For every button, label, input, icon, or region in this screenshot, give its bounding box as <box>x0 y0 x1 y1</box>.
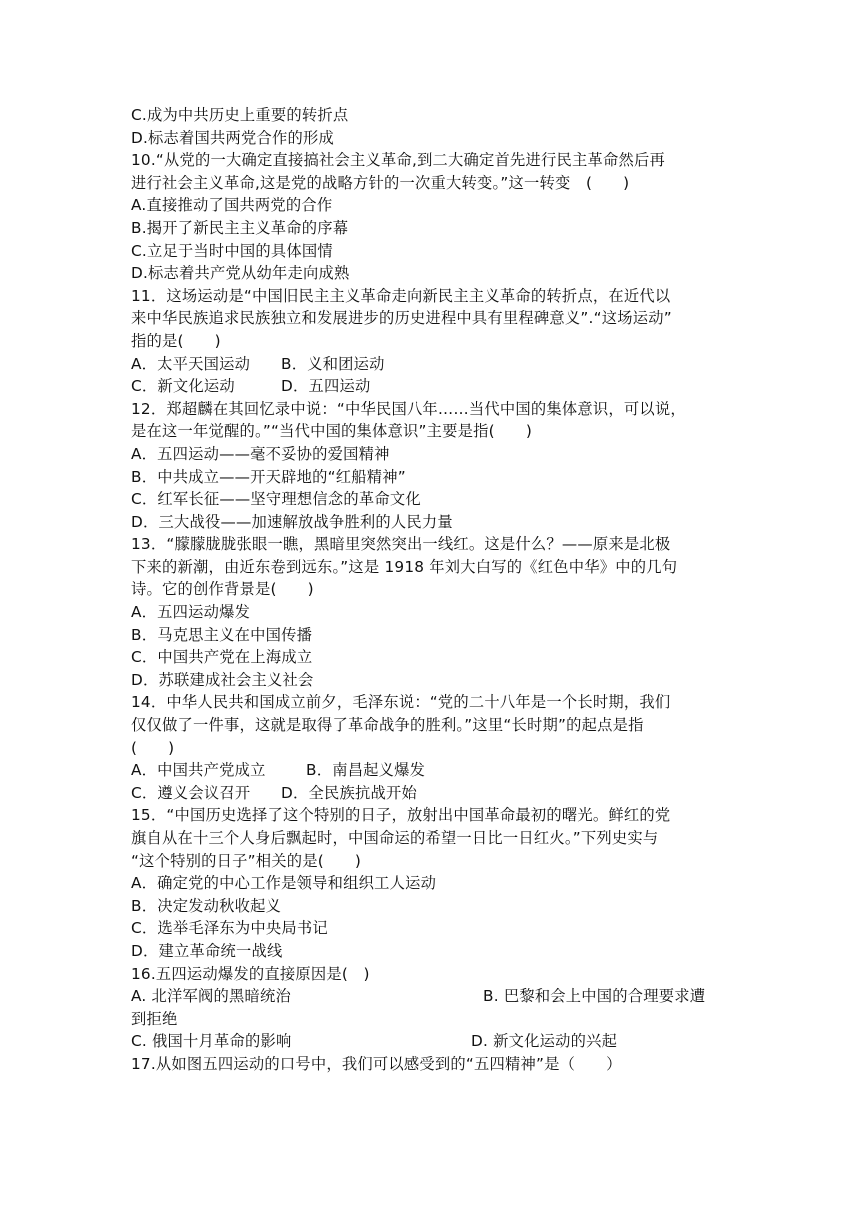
q16-stem-line1: 16.五四运动爆发的直接原因是( ) <box>131 964 370 983</box>
q15-stem-line1: 15．“中国历史选择了这个特别的日子，放射出中国革命最初的曙光。鲜红的党 <box>131 806 671 825</box>
q16-option-b: B. 巴黎和会上中国的合理要求遭 <box>483 987 706 1006</box>
q11-stem-line3: 指的是( ) <box>131 331 221 350</box>
q15-stem-line2: 旗自从在十三个人身后飘起时，中国命运的希望一日比一日红火。”下列史实与 <box>131 829 659 847</box>
q12-option-c: C．红军长征——坚守理想信念的革命文化 <box>131 490 421 509</box>
q14-option-a: A．中国共产党成立 <box>131 761 266 780</box>
q16-options-row1 <box>131 985 736 1008</box>
q15-option-c: C．选举毛泽东为中央局书记 <box>131 919 328 938</box>
q12-option-d: D．三大战役——加速解放战争胜利的人民力量 <box>131 512 453 531</box>
q16-option-c: C. 俄国十月革命的影响 <box>131 1032 292 1051</box>
q15-option-a: A．确定党的中心工作是领导和组织工人运动 <box>131 874 437 893</box>
q10-option-a: A.直接推动了国共两党的合作 <box>131 196 333 215</box>
q11-option-c: C．新文化运动 <box>131 377 235 396</box>
q13-option-b: B．马克思主义在中国传播 <box>131 625 313 644</box>
q11-option-b: B．义和团运动 <box>281 354 385 373</box>
exam-page <box>131 104 736 1076</box>
q13-option-d: D．苏联建成社会主义社会 <box>131 670 314 689</box>
q15-option-b: B．决定发动秋收起义 <box>131 896 282 915</box>
q16-option-d: D. 新文化运动的兴起 <box>471 1032 618 1051</box>
q16-option-a: A. 北洋军阀的黑暗统治 <box>131 987 291 1006</box>
q13-option-c: C．中国共产党在上海成立 <box>131 648 313 667</box>
q11-option-a: A．太平天国运动 <box>131 354 251 373</box>
q17-stem-line1: 17.从如图五四运动的口号中，我们可以感受到的“五四精神”是（ ） <box>131 1054 622 1073</box>
q13-option-a: A．五四运动爆发 <box>131 603 251 622</box>
q11-options-row2 <box>131 375 736 398</box>
q11-stem-line2: 来中华民族追求民族独立和发展进步的历史进程中具有里程碑意义”.“这场运动” <box>131 309 672 328</box>
q11-stem-line1: 11．这场运动是“中国旧民主主义革命走向新民主主义革命的转折点，在近代以 <box>131 286 671 305</box>
q14-stem-line1: 14．中华人民共和国成立前夕，毛泽东说：“党的二十八年是一个长时期，我们 <box>131 693 671 712</box>
q9-option-d: D.标志着国共两党合作的形成 <box>131 128 335 147</box>
q14-options-row2 <box>131 782 736 805</box>
q12-stem-line1: 12．郑超麟在其回忆录中说：“中华民国八年……当代中国的集体意识，可以说， <box>131 399 686 418</box>
q14-stem-line3: ( ) <box>131 738 175 757</box>
q11-options-row1 <box>131 353 736 376</box>
q10-stem-line1: 10.“从党的一大确定直接搞社会主义革命,到二大确定首先进行民主革命然后再 <box>131 151 666 170</box>
q14-options-row1 <box>131 759 736 782</box>
q16-options-row2 <box>131 1030 736 1053</box>
q12-stem-line2: 是在这一年觉醒的。”“当代中国的集体意识”主要是指( ) <box>131 422 532 441</box>
q9-option-c: C.成为中共历史上重要的转折点 <box>131 106 349 124</box>
q15-stem-line3: “这个特别的日子”相关的是( ) <box>131 851 362 870</box>
q10-stem-line2: 进行社会主义革命,这是党的战略方针的一次重大转变。”这一转变 ( ) <box>131 173 630 192</box>
q15-option-d: D．建立革命统一战线 <box>131 941 283 960</box>
q14-option-b: B．南昌起义爆发 <box>306 761 426 780</box>
q13-stem-line3: 诗。它的创作背景是( ) <box>131 580 314 599</box>
q14-option-d: D．全民族抗战开始 <box>281 783 417 802</box>
q13-stem-line1: 13．“朦朦胧胧张眼一瞧，黑暗里突然突出一线红。这是什么？——原来是北极 <box>131 535 671 554</box>
q10-option-b: B.揭开了新民主主义革命的序幕 <box>131 218 349 237</box>
q16-option-b-continued: 到拒绝 <box>131 1009 178 1028</box>
q12-option-b: B．中共成立——开天辟地的“红船精神” <box>131 467 406 486</box>
q11-option-d: D．五四运动 <box>281 377 371 396</box>
q13-stem-line2: 下来的新潮，由近东卷到远东。”这是 1918 年刘大白写的《红色中华》中的几句 <box>131 557 678 576</box>
q10-option-d: D.标志着共产党从幼年走向成熟 <box>131 264 350 283</box>
q12-option-a: A．五四运动——毫不妥协的爱国精神 <box>131 444 390 463</box>
q10-option-c: C.立足于当时中国的具体国情 <box>131 241 333 260</box>
q14-stem-line2: 仅仅做了一件事，这就是取得了革命战争的胜利。”这里“长时期”的起点是指 <box>131 716 644 735</box>
q14-option-c: C．遵义会议召开 <box>131 783 251 802</box>
